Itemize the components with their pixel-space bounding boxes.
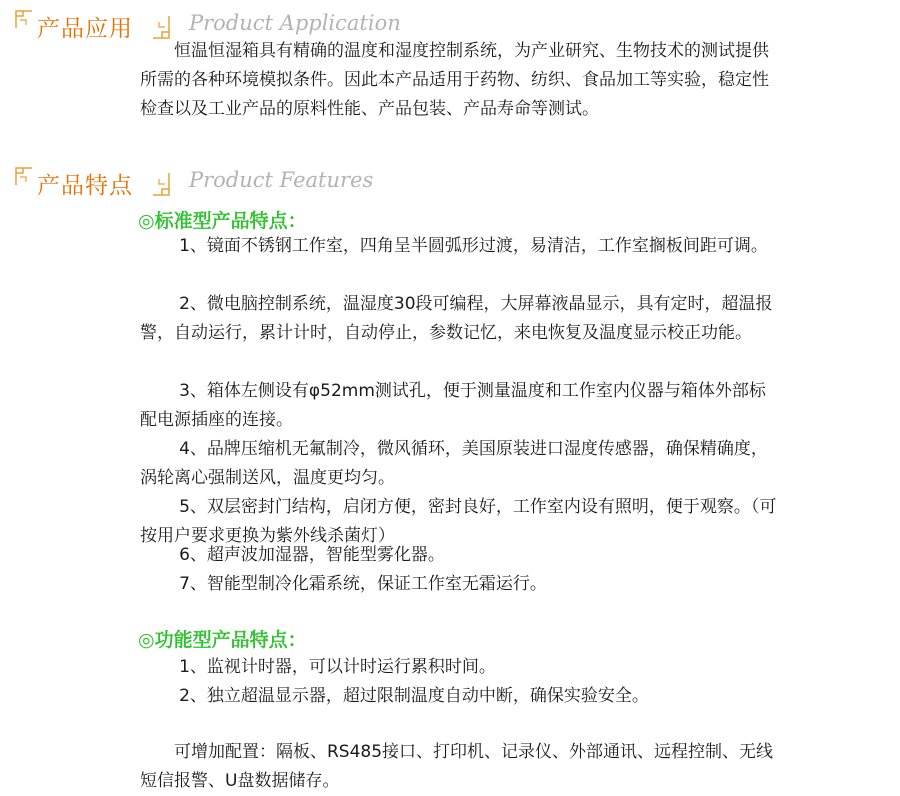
section-subtitle: Product Features — [189, 168, 374, 192]
functional-features-heading: ◎功能型产品特点： — [138, 629, 307, 651]
list-item: 4、品牌压缩机无氟制冷，微风循环，美国原装进口湿度传感器，确保精确度，涡轮离心强制送风，温度更均匀。 — [140, 439, 768, 488]
section-header-features — [0, 163, 900, 203]
optional-configuration: 可增加配置：隔板、RS485接口、打印机、记录仪、外部通讯、远程控制、无线短信报警、U盘数据储存。 — [140, 742, 774, 791]
application-description: 恒温恒湿箱具有精确的温度和湿度控制系统，为产业研究、生物技术的测试提供所需的各种环境模拟条件。因此本产品适用于药物、纺织、食品加工等实验，稳定性检查以及工业产品的原料性能、产品包装、产品寿命等测试。 — [140, 41, 769, 119]
section-title: 产品特点 — [37, 173, 133, 199]
corner-ornament-icon — [150, 171, 172, 199]
list-item: 5、双层密封门结构，启闭方便，密封良好，工作室内设有照明，便于观察。（可按用户要求更换为紫外线杀菌灯） — [140, 497, 777, 546]
list-item: 1、监视计时器，可以计时运行累积时间。 — [179, 657, 496, 677]
standard-features-heading: ◎标准型产品特点： — [138, 210, 307, 232]
list-item: 2、独立超温显示器，超过限制温度自动中断，确保实验安全。 — [179, 686, 649, 706]
corner-ornament-icon — [13, 6, 35, 30]
list-item: 6、超声波加湿器，智能型雾化器。 — [179, 545, 445, 565]
corner-ornament-icon — [13, 163, 35, 187]
list-item: 3、箱体左侧设有φ52mm测试孔，便于测量温度和工作室内仪器与箱体外部标配电源插座的连接。 — [140, 381, 766, 430]
list-item: 7、智能型制冷化霜系统，保证工作室无霜运行。 — [179, 574, 547, 594]
list-item: 1、镜面不锈钢工作室，四角呈半圆弧形过渡，易清洁，工作室搁板间距可调。 — [179, 236, 768, 256]
list-item: 2、微电脑控制系统，温湿度30段可编程，大屏幕液晶显示，具有定时，超温报警，自动运行，累计计时，自动停止，参数记忆，来电恢复及温度显示校正功能。 — [140, 294, 773, 343]
section-subtitle: Product Application — [189, 11, 401, 35]
section-title: 产品应用 — [37, 16, 133, 42]
